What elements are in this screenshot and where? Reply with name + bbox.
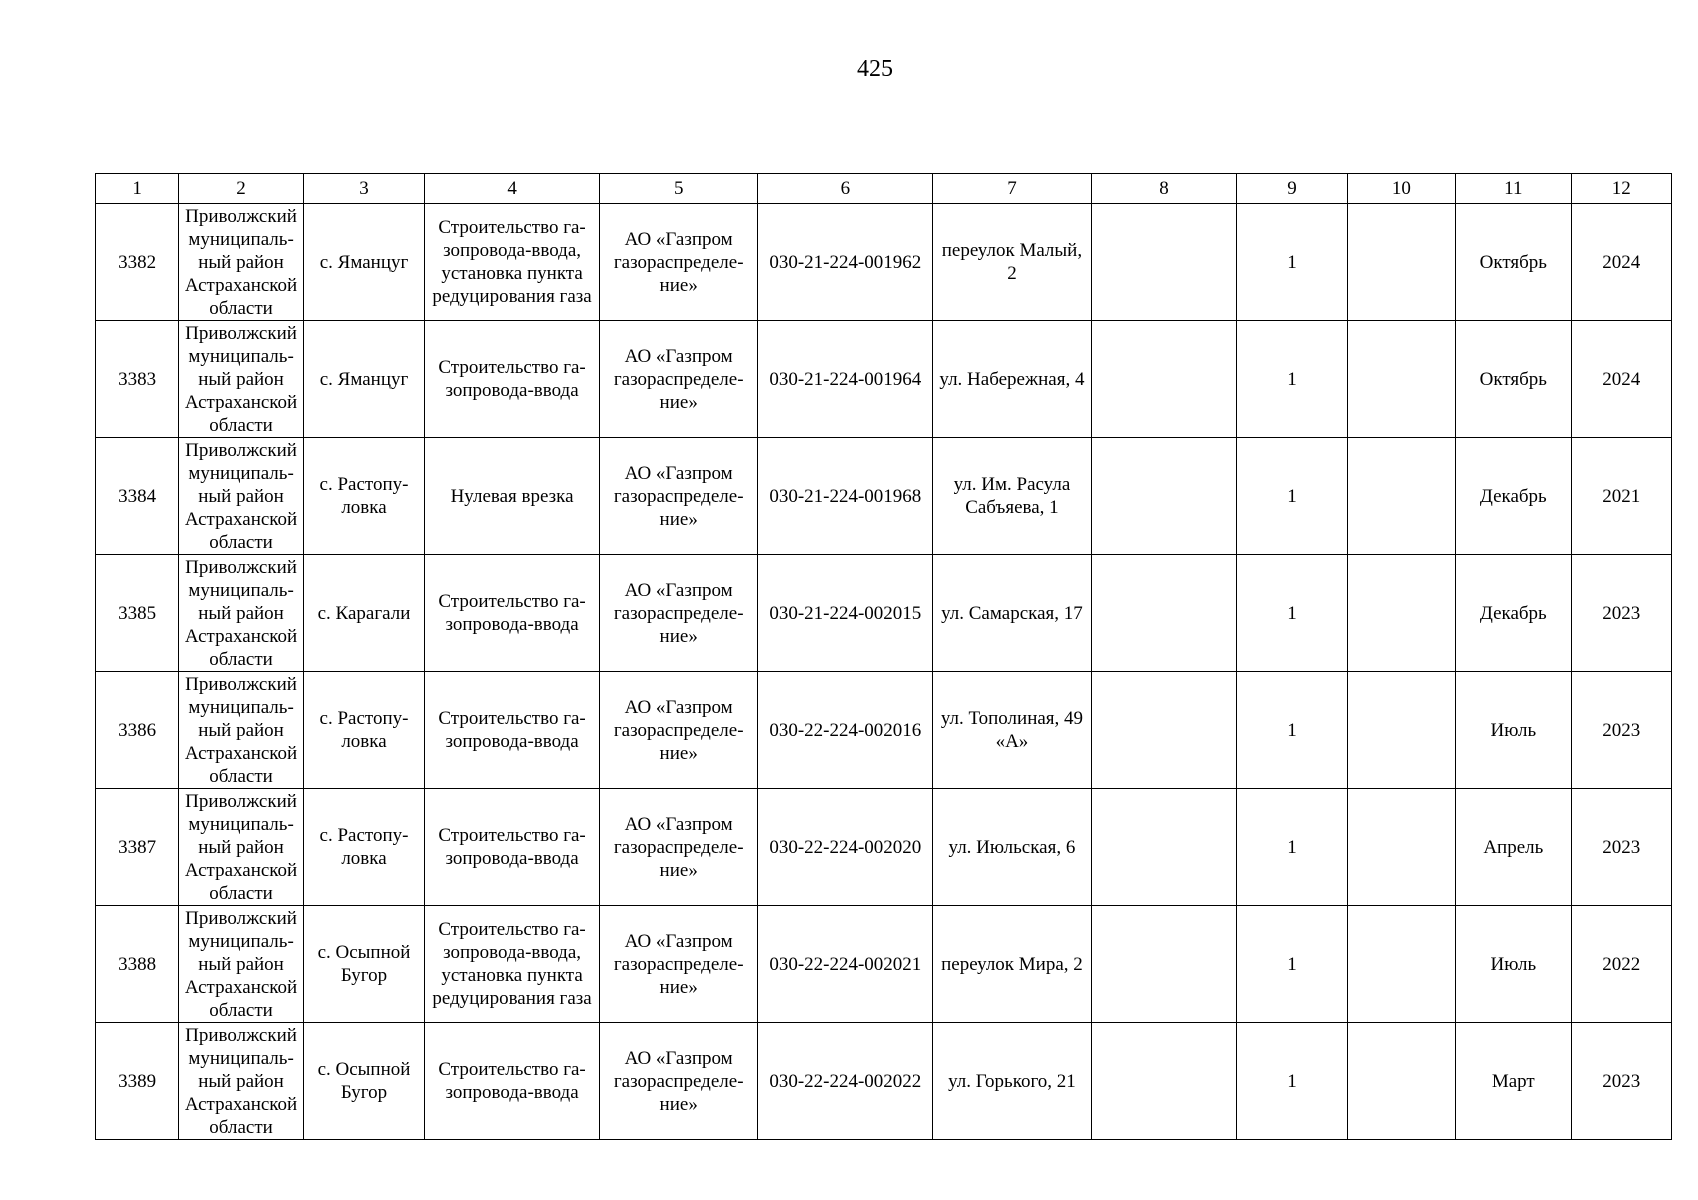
header-cell: 8: [1091, 174, 1237, 204]
address-cell: ул. Набережная, 4: [933, 321, 1092, 438]
code-cell: 030-22-224-002022: [758, 1023, 933, 1140]
month-cell: Июль: [1456, 672, 1571, 789]
table-row: [96, 438, 1672, 555]
count-cell: 1: [1237, 555, 1347, 672]
column-8-cell: [1091, 789, 1237, 906]
district-cell: Приволжский муниципаль- ный район Астраханской области: [179, 321, 303, 438]
code-cell: 030-22-224-002021: [758, 906, 933, 1023]
district-cell: Приволжский муниципаль- ный район Астраханской области: [179, 1023, 303, 1140]
row-number-cell: 3386: [96, 672, 179, 789]
address-cell: ул. Им. Расула Сабъяева, 1: [933, 438, 1092, 555]
organization-cell: АО «Газпром газораспределе- ние»: [599, 1023, 758, 1140]
code-cell: 030-22-224-002020: [758, 789, 933, 906]
row-number-cell: 3388: [96, 906, 179, 1023]
work-type-cell: Строительство га- зопровода-ввода: [425, 789, 600, 906]
document-table: [95, 173, 1672, 1140]
column-10-cell: [1347, 204, 1455, 321]
code-cell: 030-21-224-002015: [758, 555, 933, 672]
district-cell: Приволжский муниципаль- ный район Астраханской области: [179, 789, 303, 906]
table-row: [96, 555, 1672, 672]
header-cell: 5: [599, 174, 758, 204]
column-8-cell: [1091, 1023, 1237, 1140]
address-cell: переулок Малый, 2: [933, 204, 1092, 321]
month-cell: Март: [1456, 1023, 1571, 1140]
header-cell: 4: [425, 174, 600, 204]
header-cell: 12: [1571, 174, 1671, 204]
district-cell: Приволжский муниципаль- ный район Астраханской области: [179, 204, 303, 321]
row-number-cell: 3387: [96, 789, 179, 906]
header-cell: 3: [303, 174, 424, 204]
settlement-cell: с. Яманцуг: [303, 204, 424, 321]
header-cell: 6: [758, 174, 933, 204]
work-type-cell: Строительство га- зопровода-ввода, установка пункта редуцирования газа: [425, 204, 600, 321]
settlement-cell: с. Растопу- ловка: [303, 789, 424, 906]
year-cell: 2021: [1571, 438, 1671, 555]
column-10-cell: [1347, 438, 1455, 555]
code-cell: 030-21-224-001968: [758, 438, 933, 555]
settlement-cell: с. Осыпной Бугор: [303, 1023, 424, 1140]
table-row: [96, 672, 1672, 789]
organization-cell: АО «Газпром газораспределе- ние»: [599, 321, 758, 438]
year-cell: 2024: [1571, 321, 1671, 438]
organization-cell: АО «Газпром газораспределе- ние»: [599, 789, 758, 906]
code-cell: 030-21-224-001964: [758, 321, 933, 438]
organization-cell: АО «Газпром газораспределе- ние»: [599, 204, 758, 321]
month-cell: Апрель: [1456, 789, 1571, 906]
header-cell: 9: [1237, 174, 1347, 204]
work-type-cell: Строительство га- зопровода-ввода, установка пункта редуцирования газа: [425, 906, 600, 1023]
table-row: [96, 204, 1672, 321]
year-cell: 2023: [1571, 789, 1671, 906]
work-type-cell: Нулевая врезка: [425, 438, 600, 555]
table-row: [96, 1023, 1672, 1140]
district-cell: Приволжский муниципаль- ный район Астраханской области: [179, 438, 303, 555]
row-number-cell: 3385: [96, 555, 179, 672]
settlement-cell: с. Растопу- ловка: [303, 438, 424, 555]
month-cell: Октябрь: [1456, 321, 1571, 438]
month-cell: Декабрь: [1456, 555, 1571, 672]
code-cell: 030-22-224-002016: [758, 672, 933, 789]
count-cell: 1: [1237, 789, 1347, 906]
column-10-cell: [1347, 555, 1455, 672]
column-10-cell: [1347, 789, 1455, 906]
settlement-cell: с. Растопу- ловка: [303, 672, 424, 789]
month-cell: Июль: [1456, 906, 1571, 1023]
row-number-cell: 3382: [96, 204, 179, 321]
count-cell: 1: [1237, 906, 1347, 1023]
page-number: 425: [857, 56, 893, 82]
header-cell: 11: [1456, 174, 1571, 204]
district-cell: Приволжский муниципаль- ный район Астраханской области: [179, 672, 303, 789]
header-cell: 1: [96, 174, 179, 204]
work-type-cell: Строительство га- зопровода-ввода: [425, 672, 600, 789]
row-number-cell: 3389: [96, 1023, 179, 1140]
code-cell: 030-21-224-001962: [758, 204, 933, 321]
column-8-cell: [1091, 906, 1237, 1023]
column-8-cell: [1091, 438, 1237, 555]
address-cell: ул. Горького, 21: [933, 1023, 1092, 1140]
month-cell: Октябрь: [1456, 204, 1571, 321]
header-row: [96, 174, 1672, 204]
year-cell: 2024: [1571, 204, 1671, 321]
column-8-cell: [1091, 672, 1237, 789]
column-8-cell: [1091, 321, 1237, 438]
address-cell: переулок Мира, 2: [933, 906, 1092, 1023]
table-row: [96, 906, 1672, 1023]
settlement-cell: с. Яманцуг: [303, 321, 424, 438]
table-row: [96, 321, 1672, 438]
count-cell: 1: [1237, 672, 1347, 789]
table-row: [96, 789, 1672, 906]
column-10-cell: [1347, 1023, 1455, 1140]
address-cell: ул. Тополиная, 49 «А»: [933, 672, 1092, 789]
column-10-cell: [1347, 321, 1455, 438]
district-cell: Приволжский муниципаль- ный район Астраханской области: [179, 555, 303, 672]
organization-cell: АО «Газпром газораспределе- ние»: [599, 555, 758, 672]
organization-cell: АО «Газпром газораспределе- ние»: [599, 438, 758, 555]
district-cell: Приволжский муниципаль- ный район Астраханской области: [179, 906, 303, 1023]
address-cell: ул. Самарская, 17: [933, 555, 1092, 672]
work-type-cell: Строительство га- зопровода-ввода: [425, 555, 600, 672]
header-cell: 2: [179, 174, 303, 204]
year-cell: 2022: [1571, 906, 1671, 1023]
count-cell: 1: [1237, 204, 1347, 321]
column-8-cell: [1091, 204, 1237, 321]
organization-cell: АО «Газпром газораспределе- ние»: [599, 906, 758, 1023]
year-cell: 2023: [1571, 1023, 1671, 1140]
row-number-cell: 3383: [96, 321, 179, 438]
address-cell: ул. Июльская, 6: [933, 789, 1092, 906]
count-cell: 1: [1237, 1023, 1347, 1140]
organization-cell: АО «Газпром газораспределе- ние»: [599, 672, 758, 789]
column-10-cell: [1347, 672, 1455, 789]
settlement-cell: с. Карагали: [303, 555, 424, 672]
year-cell: 2023: [1571, 555, 1671, 672]
month-cell: Декабрь: [1456, 438, 1571, 555]
column-8-cell: [1091, 555, 1237, 672]
header-cell: 7: [933, 174, 1092, 204]
header-cell: 10: [1347, 174, 1455, 204]
work-type-cell: Строительство га- зопровода-ввода: [425, 1023, 600, 1140]
count-cell: 1: [1237, 438, 1347, 555]
count-cell: 1: [1237, 321, 1347, 438]
settlement-cell: с. Осыпной Бугор: [303, 906, 424, 1023]
work-type-cell: Строительство га- зопровода-ввода: [425, 321, 600, 438]
row-number-cell: 3384: [96, 438, 179, 555]
column-10-cell: [1347, 906, 1455, 1023]
year-cell: 2023: [1571, 672, 1671, 789]
